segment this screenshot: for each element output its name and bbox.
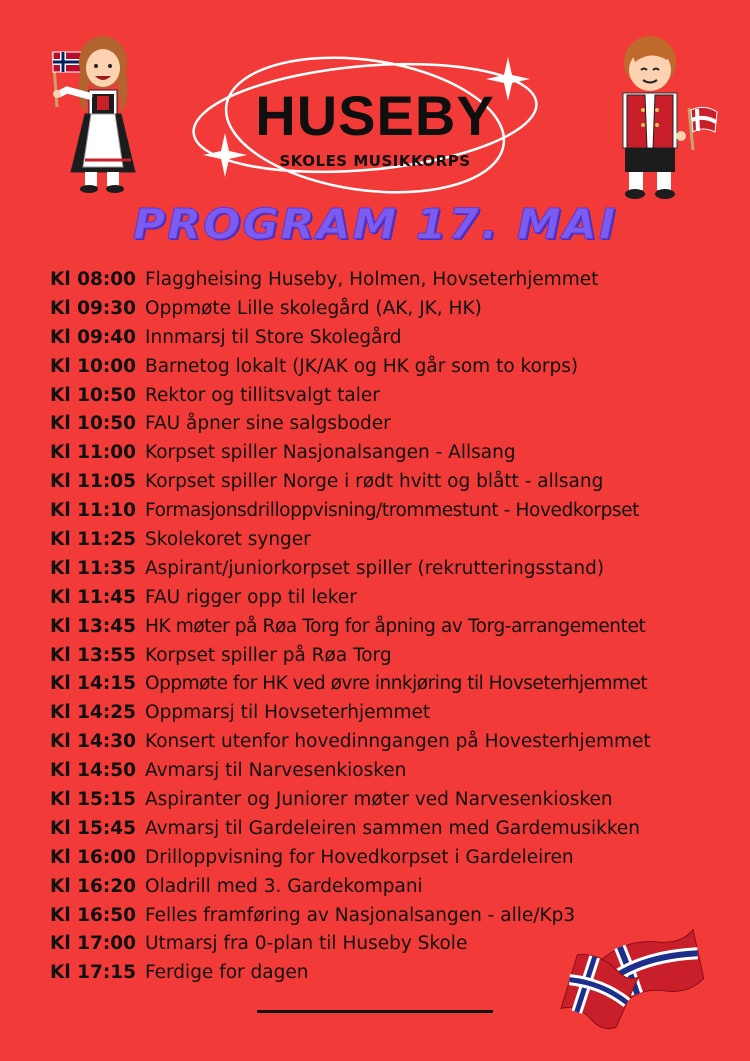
- boy-bunad-illustration: [605, 30, 725, 205]
- norwegian-flags-icon: [560, 925, 710, 1040]
- schedule-row: [50, 265, 740, 294]
- schedule-row: [50, 843, 740, 872]
- schedule-row: [50, 641, 740, 670]
- schedule-row: [50, 583, 740, 612]
- schedule-time: Kl 16:50: [50, 904, 137, 926]
- divider-line: [257, 1010, 493, 1013]
- schedule-row: [50, 323, 740, 352]
- schedule-time: Kl 17:15: [50, 962, 137, 984]
- schedule-time: Kl 11:00: [50, 442, 137, 464]
- schedule-row: [50, 352, 740, 381]
- schedule-text: Rektor og tillitsvalgt taler: [145, 384, 380, 406]
- schedule-time: Kl 16:00: [50, 846, 137, 868]
- schedule-text: Oladrill med 3. Gardekompani: [145, 875, 423, 897]
- schedule-list: [50, 265, 740, 987]
- schedule-text: Skolekoret synger: [145, 528, 311, 550]
- schedule-text: Barnetog lokalt (JK/AK og HK går som to korps): [145, 355, 579, 377]
- schedule-time: Kl 09:30: [50, 297, 137, 319]
- schedule-time: Kl 11:10: [50, 500, 137, 522]
- schedule-time: Kl 15:15: [50, 788, 137, 810]
- schedule-time: Kl 10:00: [50, 355, 137, 377]
- schedule-time: Kl 11:45: [50, 586, 137, 608]
- schedule-time: Kl 13:45: [50, 615, 137, 637]
- schedule-row: [50, 438, 740, 467]
- schedule-text: Drilloppvisning for Hovedkorpset i Gardeleiren: [145, 846, 574, 868]
- schedule-text: Innmarsj til Store Skolegård: [145, 326, 402, 348]
- schedule-time: Kl 10:50: [50, 413, 137, 435]
- program-heading: PROGRAM 17. MAI: [132, 200, 618, 249]
- girl-bunad-illustration: [45, 32, 145, 197]
- schedule-text: Flaggheising Huseby, Holmen, Hovseterhjemmet: [145, 268, 599, 290]
- schedule-text: HK møter på Røa Torg for åpning av Torg-arrangementet: [145, 615, 646, 637]
- schedule-text: Ferdige for dagen: [145, 962, 309, 984]
- schedule-time: Kl 17:00: [50, 933, 137, 955]
- schedule-time: Kl 11:05: [50, 471, 137, 493]
- schedule-text: Oppmarsj til Hovseterhjemmet: [145, 702, 431, 724]
- schedule-row: [50, 669, 740, 698]
- schedule-time: Kl 10:50: [50, 384, 137, 406]
- schedule-row: [50, 409, 740, 438]
- schedule-text: Konsert utenfor hovedinngangen på Hovesterhjemmet: [145, 731, 651, 753]
- schedule-text: Korpset spiller på Røa Torg: [145, 644, 392, 666]
- schedule-time: Kl 13:55: [50, 644, 137, 666]
- schedule-row: [50, 467, 740, 496]
- schedule-time: Kl 09:40: [50, 326, 137, 348]
- schedule-text: FAU rigger opp til leker: [145, 586, 357, 608]
- schedule-text: Aspirant/juniorkorpset spiller (rekrutteringsstand): [145, 557, 605, 579]
- schedule-time: Kl 14:30: [50, 731, 137, 753]
- schedule-text: Felles framføring av Nasjonalsangen - alle/Kp3: [145, 904, 576, 926]
- schedule-time: Kl 11:25: [50, 528, 137, 550]
- schedule-text: Korpset spiller Norge i rødt hvitt og blått - allsang: [145, 471, 604, 493]
- schedule-text: Oppmøte for HK ved øvre innkjøring til Hovseterhjemmet: [145, 673, 648, 695]
- schedule-text: Avmarsj til Narvesenkiosken: [145, 760, 407, 782]
- schedule-text: Oppmøte Lille skolegård (AK, JK, HK): [145, 297, 482, 319]
- schedule-text: FAU åpner sine salgsboder: [145, 413, 391, 435]
- schedule-time: Kl 14:25: [50, 702, 137, 724]
- schedule-time: Kl 14:50: [50, 760, 137, 782]
- schedule-time: Kl 14:15: [50, 673, 137, 695]
- schedule-row: [50, 727, 740, 756]
- schedule-time: Kl 11:35: [50, 557, 137, 579]
- schedule-row: [50, 525, 740, 554]
- logo-subtitle: SKOLES MUSIKKORPS: [279, 152, 471, 170]
- schedule-row: [50, 612, 740, 641]
- schedule-row: [50, 496, 740, 525]
- schedule-text: Avmarsj til Gardeleiren sammen med Gardemusikken: [145, 817, 641, 839]
- schedule-row: [50, 756, 740, 785]
- schedule-row: [50, 381, 740, 410]
- schedule-row: [50, 814, 740, 843]
- schedule-time: Kl 08:00: [50, 268, 137, 290]
- schedule-row: [50, 554, 740, 583]
- schedule-row: [50, 872, 740, 901]
- schedule-text: Korpset spiller Nasjonalsangen - Allsang: [145, 442, 516, 464]
- schedule-row: [50, 785, 740, 814]
- schedule-time: Kl 15:45: [50, 817, 137, 839]
- schedule-text: Aspiranter og Juniorer møter ved Narvesenkiosken: [145, 788, 613, 810]
- schedule-time: Kl 16:20: [50, 875, 137, 897]
- logo-title: HUSEBY: [255, 84, 495, 147]
- schedule-row: [50, 294, 740, 323]
- schedule-row: [50, 698, 740, 727]
- schedule-text: Utmarsj fra 0-plan til Huseby Skole: [145, 933, 468, 955]
- schedule-text: Formasjonsdrilloppvisning/trommestunt - Hovedkorpset: [145, 500, 640, 522]
